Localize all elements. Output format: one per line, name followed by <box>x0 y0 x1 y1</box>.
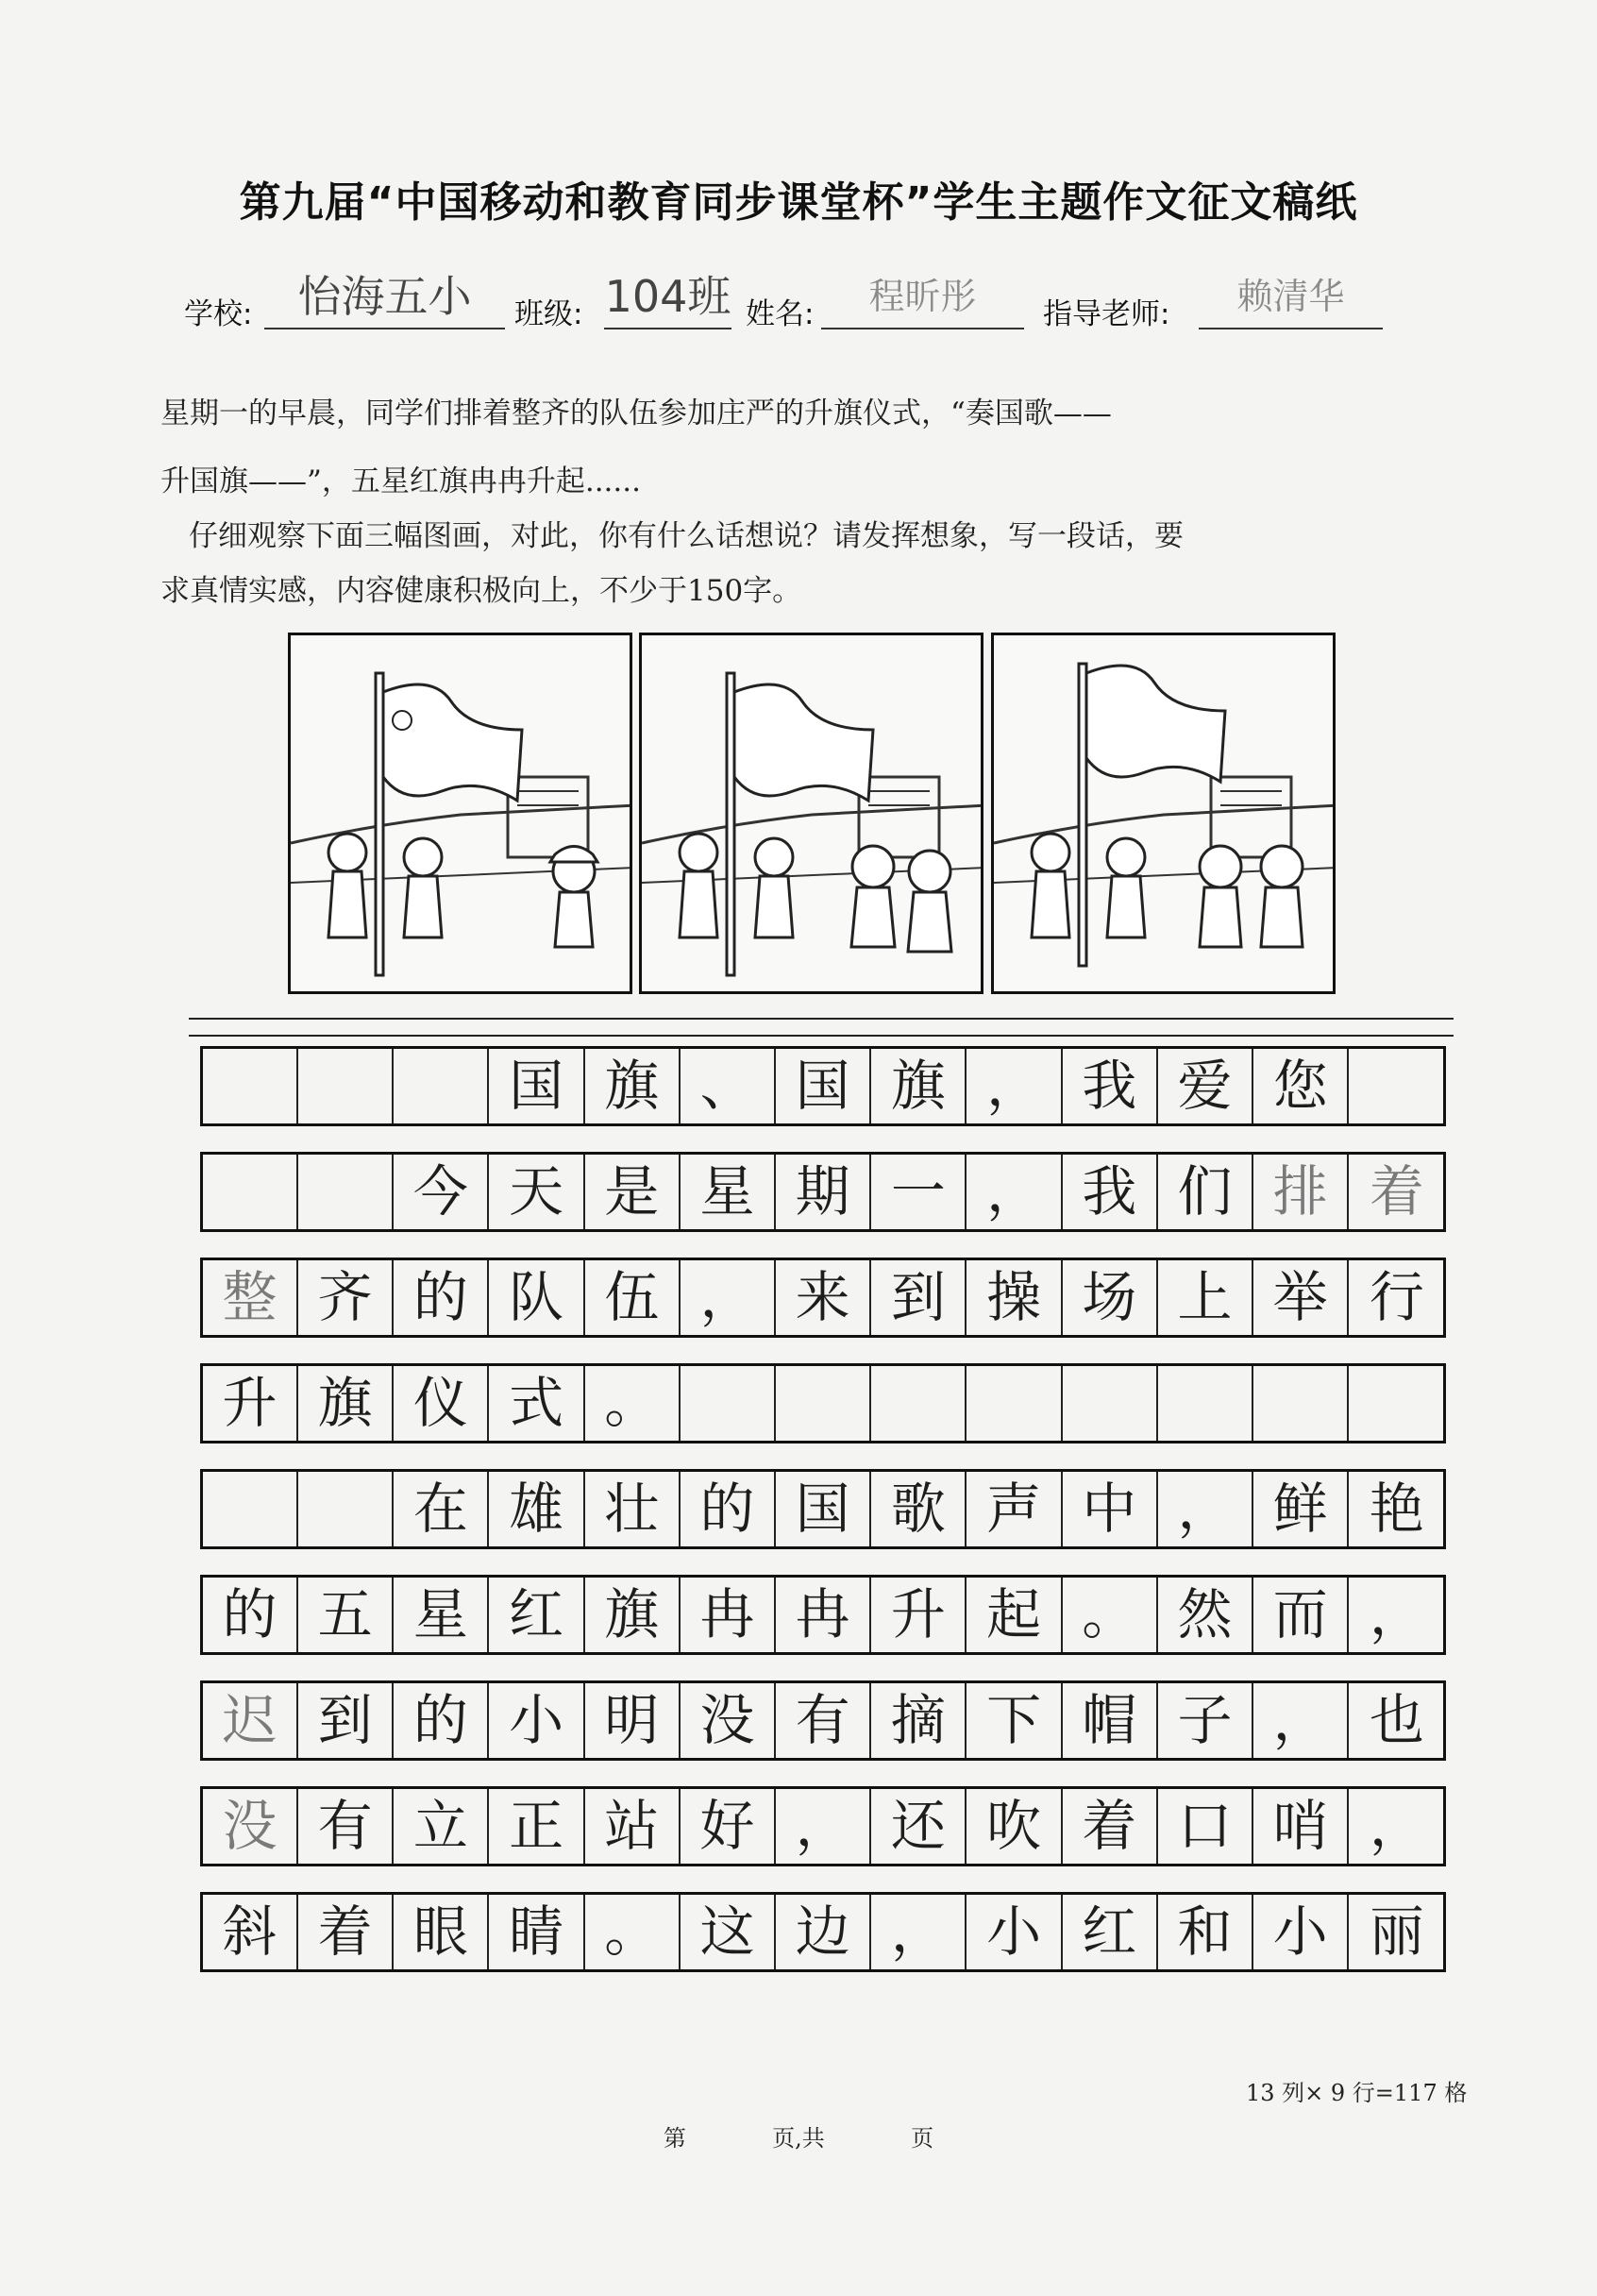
grid-cell[interactable] <box>776 1366 871 1441</box>
grid-cell[interactable]: 站 <box>585 1789 681 1864</box>
grid-row <box>200 1786 1446 1866</box>
grid-cell[interactable]: 星 <box>394 1578 489 1652</box>
grid-cell[interactable]: ， <box>871 1895 967 1969</box>
teacher-label: 指导老师: <box>1043 297 1170 331</box>
grid-cell[interactable]: 小 <box>1253 1895 1349 1969</box>
grid-cell[interactable]: 排 <box>1253 1155 1349 1229</box>
grid-cell[interactable] <box>1063 1366 1158 1441</box>
info-row <box>0 269 1597 335</box>
grid-cell[interactable] <box>298 1049 394 1123</box>
grid-cell[interactable]: 爱 <box>1158 1049 1253 1123</box>
grid-cell[interactable] <box>967 1366 1063 1441</box>
grid-cell[interactable]: 摘 <box>871 1683 967 1758</box>
divider-line <box>189 1035 1454 1037</box>
grid-cell[interactable]: 哨 <box>1253 1789 1349 1864</box>
grid-cell[interactable]: 的 <box>394 1683 489 1758</box>
grid-row <box>200 1046 1446 1126</box>
grid-cell[interactable]: 我 <box>1063 1155 1158 1229</box>
divider-line <box>189 1018 1454 1020</box>
grid-cell[interactable]: 到 <box>871 1260 967 1335</box>
grid-cell[interactable]: 场 <box>1063 1260 1158 1335</box>
grid-cell[interactable]: 举 <box>1253 1260 1349 1335</box>
grid-cell[interactable]: 国 <box>490 1049 585 1123</box>
grid-cell[interactable] <box>203 1049 298 1123</box>
grid-cell[interactable]: 雄 <box>490 1472 585 1546</box>
grid-cell[interactable]: 正 <box>490 1789 585 1864</box>
grid-cell[interactable]: 旗 <box>298 1366 394 1441</box>
grid-cell[interactable]: ， <box>776 1789 871 1864</box>
class-label: 班级: <box>514 297 583 331</box>
grid-cell[interactable] <box>1253 1366 1349 1441</box>
grid-cell[interactable]: 天 <box>490 1155 585 1229</box>
grid-cell[interactable]: 小 <box>967 1895 1063 1969</box>
grid-row <box>200 1892 1446 1972</box>
grid-cell[interactable] <box>1158 1366 1253 1441</box>
grid-row <box>200 1680 1446 1761</box>
grid-cell[interactable]: 操 <box>967 1260 1063 1335</box>
grid-cell[interactable] <box>871 1366 967 1441</box>
illustration-panel-2 <box>639 633 983 994</box>
grid-cell[interactable]: 冉 <box>681 1578 776 1652</box>
grid-row <box>200 1575 1446 1655</box>
grid-cell[interactable] <box>298 1155 394 1229</box>
grid-cell[interactable]: 旗 <box>585 1578 681 1652</box>
grid-cell[interactable]: 有 <box>298 1789 394 1864</box>
grid-row <box>200 1363 1446 1443</box>
grid-cell[interactable]: 。 <box>585 1366 681 1441</box>
grid-cell[interactable]: 星 <box>681 1155 776 1229</box>
grid-cell[interactable]: 。 <box>1063 1578 1158 1652</box>
page-title: 第九届“中国移动和教育同步课堂杯”学生主题作文征文稿纸 <box>239 178 1358 227</box>
illustration-panel-3 <box>991 633 1336 994</box>
grid-cell[interactable]: 而 <box>1253 1578 1349 1652</box>
grid-cell[interactable]: 睛 <box>490 1895 585 1969</box>
grid-cell[interactable]: 着 <box>1369 1159 1424 1224</box>
grid-cell[interactable] <box>203 1472 298 1546</box>
prompt-line-2: 升国旗——”，五星红旗冉冉升起...... <box>160 464 641 498</box>
page-number-bar <box>0 2119 1597 2152</box>
grid-cell[interactable]: 是 <box>585 1155 681 1229</box>
grid-cell[interactable]: 口 <box>1158 1789 1253 1864</box>
flag-raising-scene-icon <box>291 635 632 994</box>
grid-cell[interactable]: 和 <box>1158 1895 1253 1969</box>
grid-cell[interactable]: 上 <box>1158 1260 1253 1335</box>
grid-cell[interactable]: 旗 <box>871 1049 967 1123</box>
prompt-line-4: 求真情实感，内容健康积极向上，不少于150字。 <box>160 574 802 608</box>
illustration-panel-1 <box>288 633 632 994</box>
grid-cell[interactable]: 迟 <box>203 1683 298 1758</box>
grid-cell[interactable]: 边 <box>776 1895 871 1969</box>
grid-cell[interactable]: 也 <box>1369 1688 1424 1752</box>
grid-cell[interactable]: 着 <box>298 1895 394 1969</box>
grid-cell[interactable]: 起 <box>967 1578 1063 1652</box>
school-field[interactable]: 怡海五小 <box>264 269 505 329</box>
grid-row <box>200 1258 1446 1338</box>
grid-cell[interactable]: 冉 <box>776 1578 871 1652</box>
grid-cell[interactable]: 仪 <box>394 1366 489 1441</box>
flag-raising-scene-icon <box>642 635 983 994</box>
grid-cell[interactable]: 升 <box>871 1578 967 1652</box>
grid-cell[interactable]: 壮 <box>585 1472 681 1546</box>
grid-cell[interactable] <box>203 1155 298 1229</box>
grid-cell[interactable]: 的 <box>681 1472 776 1546</box>
grid-cell[interactable]: 歌 <box>871 1472 967 1546</box>
prompt-line-1: 星期一的早晨，同学们排着整齐的队伍参加庄严的升旗仪式，“奏国歌—— <box>160 397 1112 430</box>
grid-cell[interactable]: 这 <box>681 1895 776 1969</box>
grid-cell[interactable]: 国 <box>776 1472 871 1546</box>
grid-cell[interactable]: 旗 <box>585 1049 681 1123</box>
grid-cell[interactable] <box>298 1472 394 1546</box>
grid-cell[interactable]: 没 <box>203 1789 298 1864</box>
grid-cell[interactable]: ， <box>1253 1683 1349 1758</box>
grid-cell[interactable]: 一 <box>871 1155 967 1229</box>
grid-cell[interactable] <box>1349 1049 1444 1123</box>
grid-cell[interactable]: 立 <box>394 1789 489 1864</box>
grid-cell[interactable] <box>394 1049 489 1123</box>
grid-cell[interactable]: 在 <box>394 1472 489 1546</box>
grid-cell[interactable]: 丽 <box>1369 1899 1424 1964</box>
grid-cell[interactable]: 您 <box>1253 1049 1349 1123</box>
grid-cell[interactable] <box>1349 1366 1444 1441</box>
class-field[interactable]: 104班 <box>604 269 731 329</box>
grid-cell[interactable]: ， <box>1158 1472 1253 1546</box>
grid-cell[interactable]: 艳 <box>1369 1477 1424 1541</box>
grid-cell[interactable]: 中 <box>1063 1472 1158 1546</box>
page-label-ye-gong: 页,共 <box>772 2125 825 2152</box>
grid-cell[interactable]: 们 <box>1158 1155 1253 1229</box>
school-label: 学校: <box>184 297 253 331</box>
page-label-di: 第 <box>663 2125 686 2152</box>
grid-cell[interactable]: 明 <box>585 1683 681 1758</box>
grid-cell[interactable]: 吹 <box>967 1789 1063 1864</box>
grid-cell[interactable]: 伍 <box>585 1260 681 1335</box>
grid-cell[interactable]: 斜 <box>203 1895 298 1969</box>
grid-cell[interactable]: ， <box>967 1155 1063 1229</box>
grid-cell[interactable]: 队 <box>490 1260 585 1335</box>
prompt-line-3: 仔细观察下面三幅图画，对此，你有什么话想说？请发挥想象，写一段话，要 <box>189 519 1184 553</box>
name-label: 姓名: <box>746 297 815 331</box>
grid-cell[interactable]: 升 <box>203 1366 298 1441</box>
grid-cell[interactable]: 整 <box>203 1260 298 1335</box>
grid-cell[interactable]: 国 <box>776 1049 871 1123</box>
grid-count-note: 13 列× 9 行=117 格 <box>1246 2080 1468 2106</box>
grid-cell[interactable]: 期 <box>776 1155 871 1229</box>
grid-cell[interactable]: 的 <box>203 1578 298 1652</box>
grid-cell[interactable]: 着 <box>1063 1789 1158 1864</box>
grid-cell[interactable]: 。 <box>585 1895 681 1969</box>
grid-row <box>200 1469 1446 1549</box>
flag-raising-scene-icon <box>994 635 1336 994</box>
grid-cell[interactable]: 红 <box>1063 1895 1158 1969</box>
grid-cell[interactable]: 小 <box>490 1683 585 1758</box>
grid-cell[interactable]: 我 <box>1063 1049 1158 1123</box>
grid-cell[interactable]: 眼 <box>394 1895 489 1969</box>
teacher-field[interactable]: 赖清华 <box>1199 269 1383 329</box>
grid-cell[interactable]: 到 <box>298 1683 394 1758</box>
grid-cell[interactable]: 红 <box>490 1578 585 1652</box>
illustration-panels <box>288 633 1340 996</box>
grid-cell[interactable]: 鲜 <box>1253 1472 1349 1546</box>
grid-cell[interactable]: 帽 <box>1063 1683 1158 1758</box>
grid-cell[interactable]: ， <box>1369 1794 1424 1858</box>
name-field[interactable]: 程昕彤 <box>821 269 1024 329</box>
grid-cell[interactable]: 子 <box>1158 1683 1253 1758</box>
grid-cell[interactable]: 式 <box>490 1366 585 1441</box>
grid-cell[interactable]: 、 <box>681 1049 776 1123</box>
grid-cell[interactable]: 然 <box>1158 1578 1253 1652</box>
grid-cell[interactable]: 有 <box>776 1683 871 1758</box>
grid-cell[interactable]: 声 <box>967 1472 1063 1546</box>
page-label-ye: 页 <box>911 2125 934 2152</box>
grid-cell[interactable]: 来 <box>776 1260 871 1335</box>
grid-cell[interactable]: 下 <box>967 1683 1063 1758</box>
grid-cell[interactable]: ， <box>1369 1582 1424 1646</box>
grid-cell[interactable]: 还 <box>871 1789 967 1864</box>
grid-cell[interactable]: ， <box>967 1049 1063 1123</box>
grid-cell[interactable]: 齐 <box>298 1260 394 1335</box>
grid-cell[interactable]: 行 <box>1369 1265 1424 1329</box>
grid-row <box>200 1152 1446 1232</box>
grid-cell[interactable]: 今 <box>394 1155 489 1229</box>
grid-cell[interactable]: ， <box>681 1260 776 1335</box>
grid-cell[interactable]: 五 <box>298 1578 394 1652</box>
grid-cell[interactable]: 没 <box>681 1683 776 1758</box>
grid-cell[interactable]: 好 <box>681 1789 776 1864</box>
grid-cell[interactable] <box>681 1366 776 1441</box>
grid-cell[interactable]: 的 <box>394 1260 489 1335</box>
